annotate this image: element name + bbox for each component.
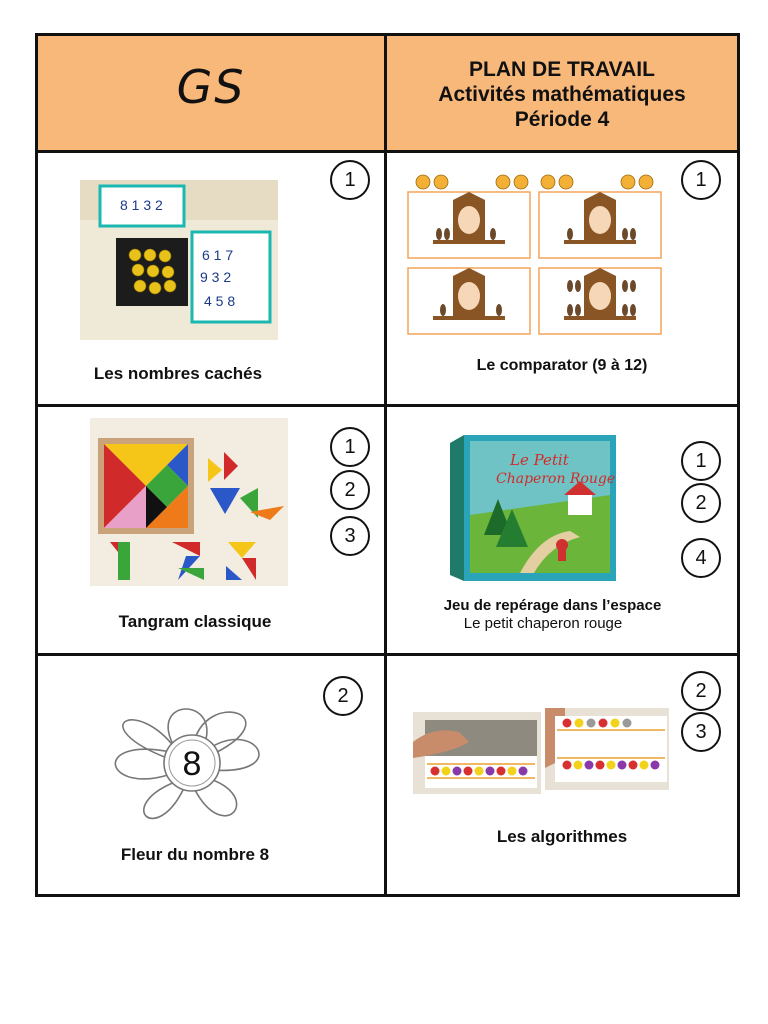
row-divider-3 [35, 653, 740, 656]
level-badge-2: 2 [330, 470, 370, 510]
level-badge-1: 1 [681, 441, 721, 481]
box-title-1: Le Petit [510, 451, 569, 469]
activity-title: Tangram classique [118, 612, 272, 631]
algorithms-photo-1 [413, 712, 541, 794]
svg-text:4 5 8: 4 5 8 [204, 293, 236, 309]
tangram-photo [90, 418, 288, 586]
level-badge-2: 2 [681, 483, 721, 523]
level-badge-1: 1 [681, 160, 721, 200]
activity-title: Le comparator (9 à 12) [476, 357, 648, 374]
svg-text:8 1 3 2: 8 1 3 2 [120, 197, 163, 213]
level-badge-2: 2 [681, 671, 721, 711]
page-title [387, 57, 737, 132]
title-line-2: Activités mathématiques [438, 83, 686, 106]
flower-number: 8 [182, 745, 202, 783]
hidden-numbers-photo [80, 180, 278, 340]
comparator-image [403, 170, 665, 338]
level-badge-4: 4 [681, 538, 721, 578]
activity-title: Fleur du nombre 8 [120, 845, 270, 864]
level-badge-3: 3 [330, 516, 370, 556]
level-badge-1: 1 [330, 427, 370, 467]
number-flower [95, 686, 285, 842]
activity-subtitle: Le petit chaperon rouge [463, 615, 623, 632]
level-badge-2: 2 [323, 676, 363, 716]
box-title-2: Chaperon Rouge [496, 471, 616, 487]
column-divider [384, 33, 387, 897]
activity-title: Jeu de repérage dans l’espace [443, 597, 662, 614]
svg-text:9 3 2: 9 3 2 [200, 269, 232, 285]
activity-title: Les nombres cachés [93, 364, 263, 383]
level-badge-3: 3 [681, 712, 721, 752]
svg-text:6 1 7: 6 1 7 [202, 247, 234, 263]
activity-title: Les algorithmes [496, 827, 628, 846]
algorithms-photo-2 [545, 708, 669, 790]
title-line-1: PLAN DE TRAVAIL [469, 58, 655, 81]
board-game-box [450, 435, 616, 581]
row-divider-1 [35, 150, 740, 153]
title-line-3: Période 4 [514, 108, 610, 131]
row-divider-2 [35, 404, 740, 407]
level-badge-1: 1 [330, 160, 370, 200]
level-label: GS [176, 60, 246, 114]
